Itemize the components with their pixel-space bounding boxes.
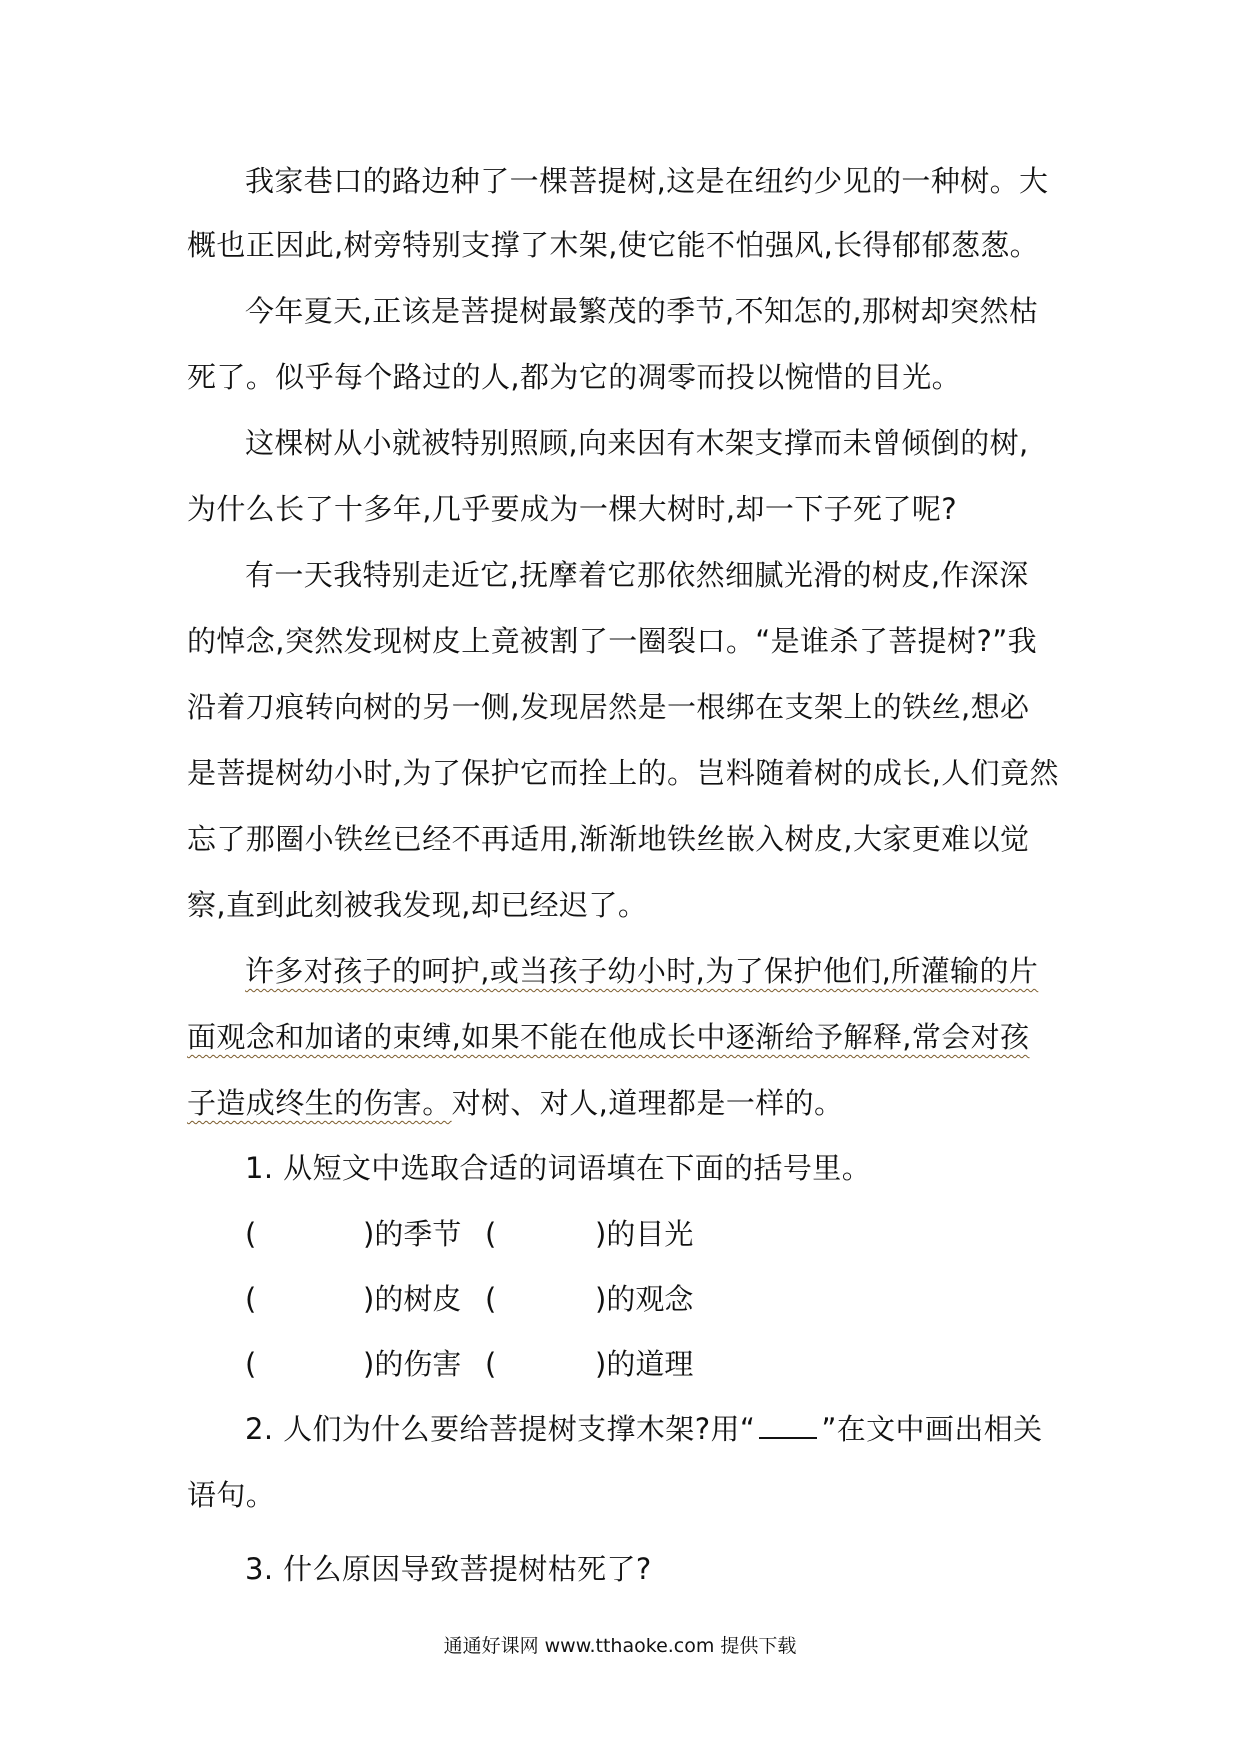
question-2-text: 2. 人们为什么要给菩提树支撑木架?用“: [245, 1412, 756, 1446]
question-3: 3. 什么原因导致菩提树枯死了?: [245, 1552, 652, 1586]
passage-line: 概也正因此,树旁特别支撑了木架,使它能不怕强风,长得郁郁葱葱。: [187, 228, 1040, 262]
open-paren: (: [245, 1347, 257, 1381]
question-2-cont: 语句。: [187, 1478, 276, 1512]
question-2-text: ”在文中画出相关: [821, 1412, 1043, 1446]
passage-line: [187, 1083, 843, 1123]
fill-label: )的树皮: [363, 1282, 462, 1316]
fill-label: )的目光: [595, 1217, 694, 1251]
passage-line: 这棵树从小就被特别照顾,向来因有木架支撑而未曾倾倒的树,: [245, 426, 1029, 460]
open-paren: (: [485, 1347, 497, 1381]
passage-line-underlined: 面观念和加诸的束缚,如果不能在他成长中逐渐给予解释,常会对孩: [187, 1020, 1030, 1054]
passage-line-underlined: 许多对孩子的呵护,或当孩子幼小时,为了保护他们,所灌输的片: [245, 954, 1039, 988]
passage-line: 察,直到此刻被我发现,却已经迟了。: [187, 888, 648, 922]
fill-label: )的季节: [363, 1217, 462, 1251]
fill-label: )的观念: [595, 1282, 694, 1316]
fill-label: )的伤害: [363, 1347, 462, 1381]
passage-line: 沿着刀痕转向树的另一侧,发现居然是一根绑在支架上的铁丝,想必: [187, 690, 1030, 724]
underlined-phrase: 子造成终生的伤害。: [187, 1086, 452, 1120]
passage-line: 我家巷口的路边种了一棵菩提树,这是在纽约少见的一种树。大: [245, 164, 1049, 198]
open-paren: (: [485, 1282, 497, 1316]
question-1: 1. 从短文中选取合适的词语填在下面的括号里。: [245, 1151, 872, 1185]
underline-sample: [759, 1415, 817, 1439]
passage-line: 的悼念,突然发现树皮上竟被割了一圈裂口。“是谁杀了菩提树?”我: [187, 624, 1038, 658]
passage-line: 有一天我特别走近它,抚摩着它那依然细腻光滑的树皮,作深深: [245, 558, 1029, 592]
passage-line: 是菩提树幼小时,为了保护它而拴上的。岂料随着树的成长,人们竟然: [187, 756, 1059, 790]
passage-text: 对树、对人,道理都是一样的。: [451, 1086, 844, 1120]
passage-line: 忘了那圈小铁丝已经不再适用,渐渐地铁丝嵌入树皮,大家更难以觉: [187, 822, 1030, 856]
open-paren: (: [485, 1217, 497, 1251]
passage-line: 为什么长了十多年,几乎要成为一棵大树时,却一下子死了呢?: [187, 492, 958, 526]
question-2: [245, 1409, 1043, 1449]
open-paren: (: [245, 1217, 257, 1251]
fill-label: )的道理: [595, 1347, 694, 1381]
open-paren: (: [245, 1282, 257, 1316]
footer-credit: 通通好课网 www.tthaoke.com 提供下载: [443, 1635, 797, 1657]
passage-line: 死了。似乎每个路过的人,都为它的凋零而投以惋惜的目光。: [187, 360, 962, 394]
passage-line: 今年夏天,正该是菩提树最繁茂的季节,不知怎的,那树却突然枯: [245, 294, 1039, 328]
